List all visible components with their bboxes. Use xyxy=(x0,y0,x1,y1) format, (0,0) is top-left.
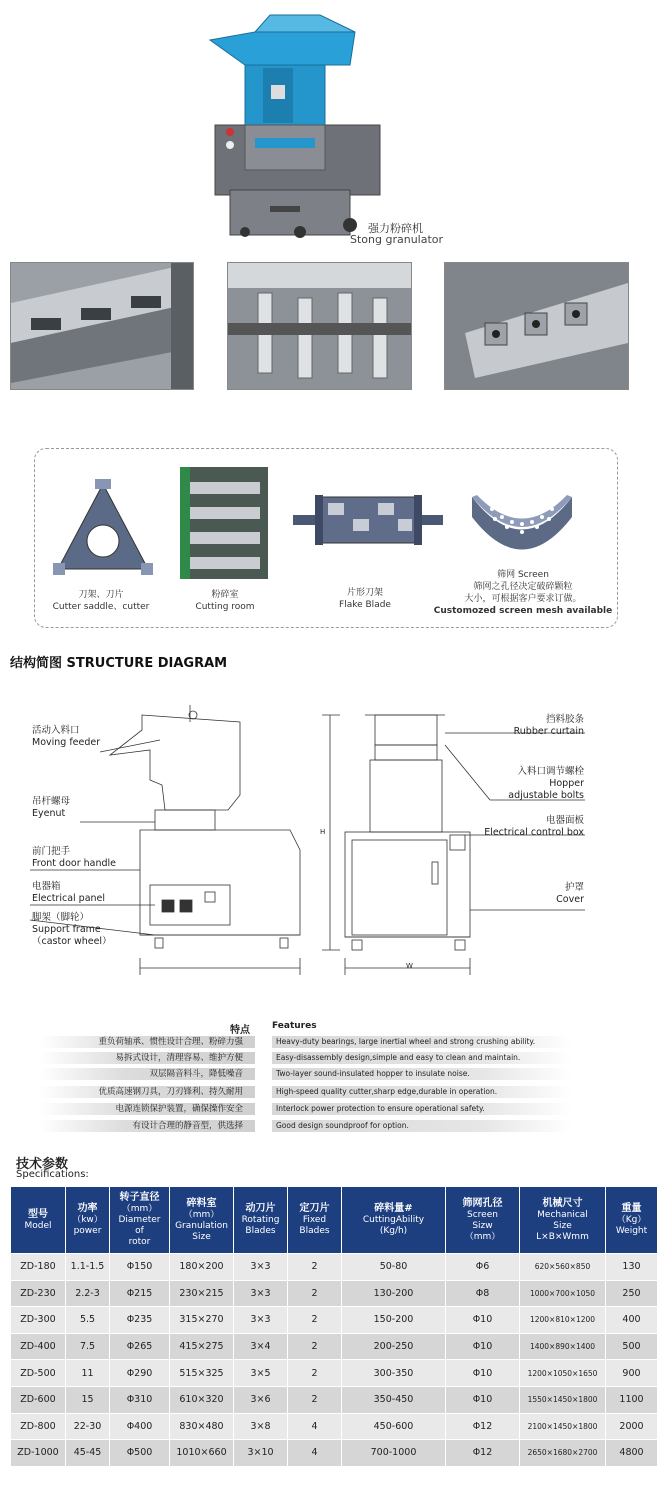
feature-row-cn: 重负荷轴承、惯性设计合理、粉碎力强 xyxy=(40,1036,255,1048)
label-rubber-curtain-en: Rubber curtain xyxy=(513,726,584,737)
table-cell: 350-450 xyxy=(342,1386,446,1413)
table-cell: 3×3 xyxy=(234,1280,288,1307)
table-cell: 2100×1450×1800 xyxy=(520,1413,606,1440)
th-cutting-ability: 碎料量# CuttingAbility (Kg/h) xyxy=(342,1187,446,1254)
table-cell: 900 xyxy=(606,1360,658,1387)
label-rubber-curtain-cn: 挡料胶条 xyxy=(545,714,584,725)
th-rotor-diameter: 转子直径 （mm） Diameter of rotor xyxy=(110,1187,170,1254)
th-rotating-blades: 动刀片 Rotating Blades xyxy=(234,1187,288,1254)
label-electrical-panel-en: Electrical panel xyxy=(32,893,106,904)
specs-title-cn: 技术参数 xyxy=(16,1157,69,1172)
feature-row-cn: 双层隔音料斗，降低噪音 xyxy=(40,1068,255,1080)
table-cell: Φ10 xyxy=(446,1333,520,1360)
label-control-box-cn: 电器面板 xyxy=(545,815,584,826)
feature-row-cn: 优质高速钢刀具，刀刃锋利、持久耐用 xyxy=(40,1086,255,1098)
structure-title-cn: 结构简图 xyxy=(10,656,63,671)
table-cell: 45-45 xyxy=(66,1440,110,1467)
label-support-frame-en2: （castor wheel） xyxy=(32,936,112,947)
table-cell: 610×320 xyxy=(170,1386,234,1413)
table-cell: 3×4 xyxy=(234,1333,288,1360)
table-cell: 11 xyxy=(66,1360,110,1387)
table-cell: 1200×1050×1650 xyxy=(520,1360,606,1387)
part-flake-en: Flake Blade xyxy=(339,600,391,610)
table-cell: 2 xyxy=(288,1333,342,1360)
table-cell: 620×560×850 xyxy=(520,1254,606,1281)
table-cell: ZD-400 xyxy=(11,1333,66,1360)
table-cell: 400 xyxy=(606,1307,658,1334)
table-cell: 300-350 xyxy=(342,1360,446,1387)
table-cell: 1200×810×1200 xyxy=(520,1307,606,1334)
table-cell: Φ215 xyxy=(110,1280,170,1307)
cutter-saddle-image xyxy=(53,479,153,584)
table-row xyxy=(11,1386,658,1413)
th-granulation-size: 碎料室 （mm） Granulation Size xyxy=(170,1187,234,1254)
table-row xyxy=(11,1280,658,1307)
part-screen-desc2: 大小，可根据客户要求订做。 xyxy=(464,594,582,604)
table-row xyxy=(11,1333,658,1360)
hero-caption-cn: 强力粉碎机 xyxy=(368,222,423,235)
table-cell: Φ310 xyxy=(110,1386,170,1413)
label-cover-en: Cover xyxy=(556,894,584,905)
specs-header-row xyxy=(11,1187,658,1254)
table-cell: Φ235 xyxy=(110,1307,170,1334)
cutting-room-image xyxy=(180,467,268,579)
table-cell: 230×215 xyxy=(170,1280,234,1307)
table-cell: 315×270 xyxy=(170,1307,234,1334)
table-cell: 150-200 xyxy=(342,1307,446,1334)
label-moving-feeder-en: Moving feeder xyxy=(32,737,101,748)
part-screen-en: Customozed screen mesh available xyxy=(433,606,613,616)
granulator-machine-image xyxy=(205,10,395,240)
table-cell: 830×480 xyxy=(170,1413,234,1440)
table-cell: 3×8 xyxy=(234,1413,288,1440)
feature-row-en: Good design soundproof for option. xyxy=(272,1120,572,1132)
table-cell: 3×3 xyxy=(234,1307,288,1334)
part-room-cn: 粉碎室 xyxy=(211,590,239,600)
parts-panel xyxy=(34,448,618,628)
feature-row-en: Two-layer sound-insulated hopper to insulate noise. xyxy=(272,1068,572,1080)
table-cell: 2 xyxy=(288,1254,342,1281)
table-cell: 4800 xyxy=(606,1440,658,1467)
table-cell: Φ6 xyxy=(446,1254,520,1281)
hero-caption-en: Stong granulator xyxy=(350,233,444,246)
table-cell: Φ400 xyxy=(110,1413,170,1440)
table-cell: 3×3 xyxy=(234,1254,288,1281)
table-cell: ZD-600 xyxy=(11,1386,66,1413)
table-cell: Φ10 xyxy=(446,1307,520,1334)
table-cell: 1.1-1.5 xyxy=(66,1254,110,1281)
table-cell: Φ12 xyxy=(446,1440,520,1467)
rotor-blades-photo xyxy=(227,262,412,390)
cutting-chamber-photo xyxy=(10,262,194,390)
table-row xyxy=(11,1440,658,1467)
label-hopper-bolts-en: Hopper xyxy=(549,778,584,789)
part-cutter-cn: 刀架、刀片 xyxy=(78,590,124,600)
feature-row-en: Easy-disassembly design,simple and easy to clean and maintain. xyxy=(272,1052,572,1064)
table-cell: 3×5 xyxy=(234,1360,288,1387)
table-cell: 515×325 xyxy=(170,1360,234,1387)
table-cell: 2650×1680×2700 xyxy=(520,1440,606,1467)
feature-row-en: Interlock power protection to ensure operational safety. xyxy=(272,1103,572,1115)
part-screen-title: 筛网 Screen xyxy=(497,570,549,580)
dim-height: H xyxy=(320,828,326,836)
label-eyenut-en: Eyenut xyxy=(32,808,66,819)
table-row xyxy=(11,1413,658,1440)
table-cell: 180×200 xyxy=(170,1254,234,1281)
table-cell: 200-250 xyxy=(342,1333,446,1360)
dim-width: W xyxy=(406,962,413,970)
table-cell: ZD-800 xyxy=(11,1413,66,1440)
table-cell: ZD-180 xyxy=(11,1254,66,1281)
th-weight: 重量 （Kg） Weight xyxy=(606,1187,658,1254)
table-cell: 130-200 xyxy=(342,1280,446,1307)
label-support-frame-cn: 脚架（脚轮） xyxy=(32,912,90,923)
table-cell: 1400×890×1400 xyxy=(520,1333,606,1360)
part-screen-desc1: 筛网之孔径决定破碎颗粒 xyxy=(473,582,573,592)
part-room-en: Cutting room xyxy=(195,602,255,612)
table-row xyxy=(11,1360,658,1387)
table-cell: 2 xyxy=(288,1280,342,1307)
table-cell: 700-1000 xyxy=(342,1440,446,1467)
table-cell: ZD-300 xyxy=(11,1307,66,1334)
table-cell: 1010×660 xyxy=(170,1440,234,1467)
table-cell: Φ10 xyxy=(446,1360,520,1387)
table-cell: Φ12 xyxy=(446,1413,520,1440)
table-cell: 500 xyxy=(606,1333,658,1360)
th-fixed-blades: 定刀片 Fixed Blades xyxy=(288,1187,342,1254)
table-cell: 7.5 xyxy=(66,1333,110,1360)
table-cell: 5.5 xyxy=(66,1307,110,1334)
label-cover-cn: 护罩 xyxy=(564,882,584,893)
table-row xyxy=(11,1307,658,1334)
table-cell: 1100 xyxy=(606,1386,658,1413)
table-cell: 250 xyxy=(606,1280,658,1307)
table-cell: Φ150 xyxy=(110,1254,170,1281)
part-flake-cn: 片形刀架 xyxy=(346,588,383,598)
table-cell: 2 xyxy=(288,1307,342,1334)
feature-row-en: High-speed quality cutter,sharp edge,durable in operation. xyxy=(272,1086,572,1098)
specs-table xyxy=(10,1186,658,1467)
table-cell: 450-600 xyxy=(342,1413,446,1440)
table-cell: 1550×1450×1800 xyxy=(520,1386,606,1413)
structure-title-en: STRUCTURE DIAGRAM xyxy=(66,656,228,671)
label-support-frame-en: Support frame xyxy=(32,924,101,935)
feature-row-cn: 易拆式设计，清理容易、维护方便 xyxy=(40,1052,255,1064)
table-cell: Φ500 xyxy=(110,1440,170,1467)
screen-mesh-image xyxy=(467,487,577,555)
specs-title-en: Specifications: xyxy=(16,1169,89,1180)
table-cell: 2 xyxy=(288,1360,342,1387)
th-mechanical-size: 机械尺寸 Mechanical Size L×B×Wmm xyxy=(520,1187,606,1254)
th-model: 型号 Model xyxy=(11,1187,66,1254)
table-cell: ZD-230 xyxy=(11,1280,66,1307)
table-cell: Φ290 xyxy=(110,1360,170,1387)
label-hopper-bolts-en2: adjustable bolts xyxy=(508,790,584,801)
features-title-en: Features xyxy=(272,1021,317,1031)
table-cell: 4 xyxy=(288,1440,342,1467)
table-cell: Φ10 xyxy=(446,1386,520,1413)
table-cell: 415×275 xyxy=(170,1333,234,1360)
rotor-cutters-photo xyxy=(444,262,629,390)
flake-blade-rotor-image xyxy=(293,487,443,552)
table-cell: 1000×700×1050 xyxy=(520,1280,606,1307)
table-cell: 2 xyxy=(288,1386,342,1413)
table-cell: 22-30 xyxy=(66,1413,110,1440)
th-screen-size: 筛网孔径 Screen Sizw （mm） xyxy=(446,1187,520,1254)
features-title-cn: 特点 xyxy=(230,1025,250,1036)
structure-title xyxy=(10,652,227,671)
table-cell: 4 xyxy=(288,1413,342,1440)
label-moving-feeder-cn: 活动入料口 xyxy=(32,725,80,736)
table-cell: 2.2-3 xyxy=(66,1280,110,1307)
th-power: 功率 （kw） power xyxy=(66,1187,110,1254)
table-cell: 2000 xyxy=(606,1413,658,1440)
label-hopper-bolts-cn: 入料口调节螺栓 xyxy=(517,766,584,777)
table-cell: 50-80 xyxy=(342,1254,446,1281)
feature-row-en: Heavy-duty bearings, large inertial wheel and strong crushing ability. xyxy=(272,1036,572,1048)
feature-row-cn: 电源连锁保护装置，确保操作安全 xyxy=(40,1103,255,1115)
label-door-handle-cn: 前门把手 xyxy=(32,846,71,857)
label-control-box-en: Electrical control box xyxy=(484,827,584,838)
table-cell: 3×6 xyxy=(234,1386,288,1413)
label-electrical-panel-cn: 电器箱 xyxy=(32,881,61,892)
feature-row-cn: 有设计合理的静音型，供选择 xyxy=(40,1120,255,1132)
table-row xyxy=(11,1254,658,1281)
table-cell: ZD-1000 xyxy=(11,1440,66,1467)
label-door-handle-en: Front door handle xyxy=(32,858,117,869)
table-cell: Φ265 xyxy=(110,1333,170,1360)
part-cutter-en: Cutter saddle、cutter xyxy=(52,602,150,612)
table-cell: Φ8 xyxy=(446,1280,520,1307)
table-cell: 15 xyxy=(66,1386,110,1413)
label-eyenut-cn: 吊杆螺母 xyxy=(32,796,71,807)
table-cell: 3×10 xyxy=(234,1440,288,1467)
table-cell: ZD-500 xyxy=(11,1360,66,1387)
table-cell: 130 xyxy=(606,1254,658,1281)
